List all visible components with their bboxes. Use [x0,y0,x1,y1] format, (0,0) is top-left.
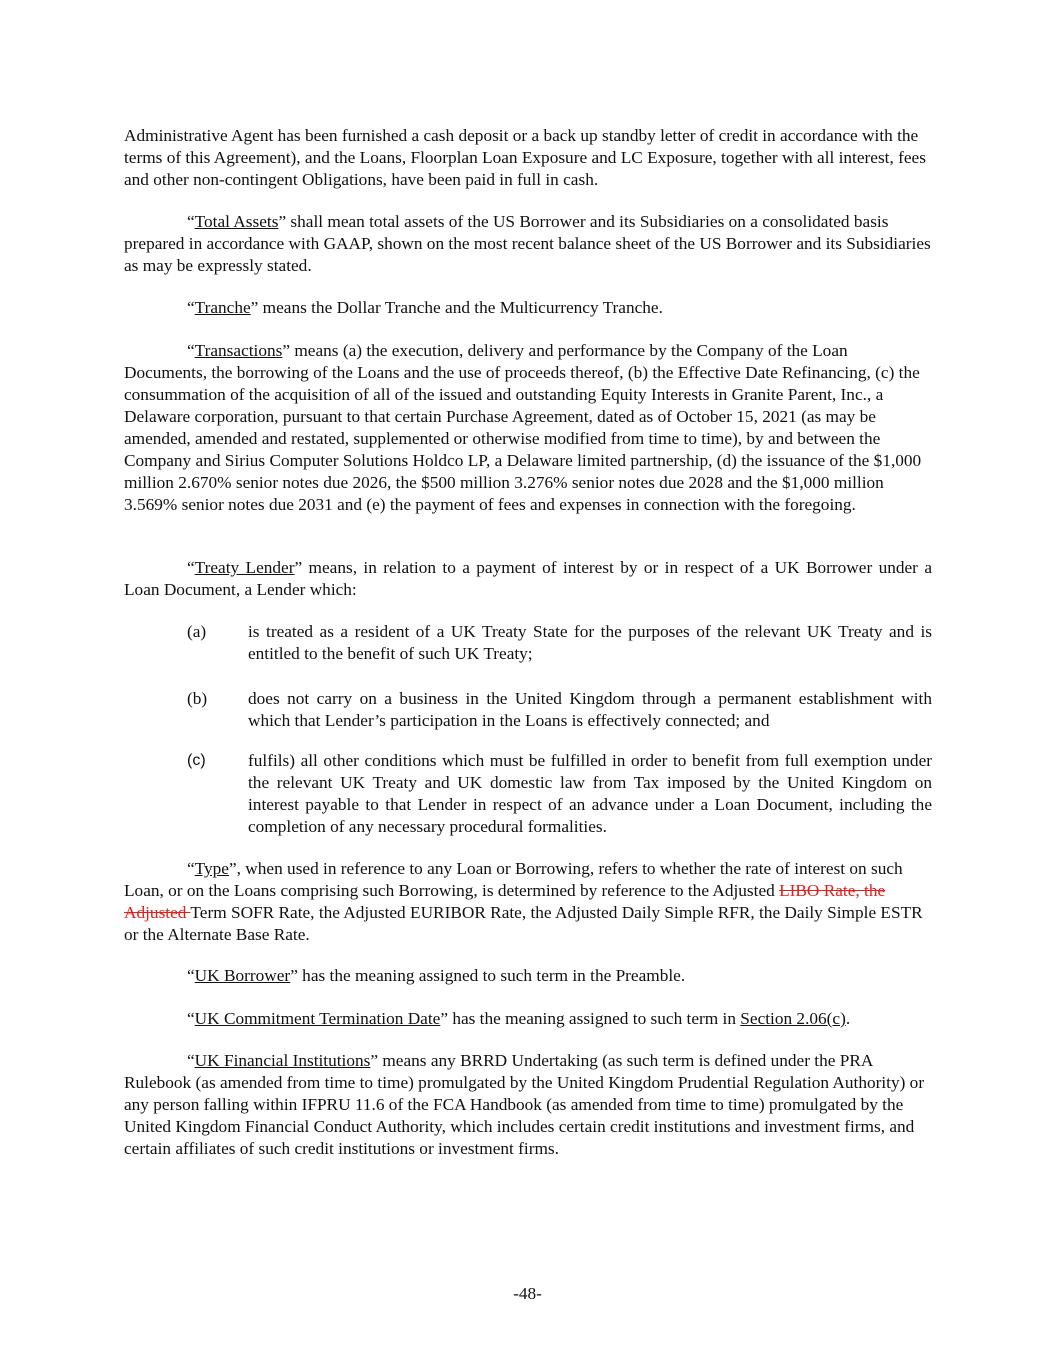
clause-text: does not carry on a business in the United Kingdom through a permanent establishment with which that Lender’s participation in the Loans is effectively connected; and [248,689,932,730]
definition-text: ”, when used in reference to any Loan or Borrowing, refers to whether the rate of interest on such Loan, or on the Loans comprising such Borrowing, is determined by reference to the Adjusted [124,859,903,900]
definition-uk-borrower [124,965,932,987]
definition-text: ” means (a) the execution, delivery and performance by the Company of the Loan Documents, the borrowing of the Loans and the use of proceeds thereof, (b) the Effective Date Refinancing, (c) the consummation of the acquisition of all of the issued and outstanding Equity Interests in Granite Parent, Inc., a Delaware corporation, pursuant to that certain Purchase Agreement, dated as of October 15, 2021 (as may be amended, amended and restated, supplemented or otherwise modified from time to time), by and between the Company and Sirius Computer Solutions Holdco LP, a Delaware limited partnership, (d) the issuance of the $1,000 million 2.670% senior notes due 2026, the $500 million 3.276% senior notes due 2028 and the $1,000 million 3.569% senior notes due 2031 and (e) the payment of fees and expenses in connection with the foregoing. [124,341,922,514]
page-number: -48- [513,1284,542,1303]
open-quote: “ [187,212,195,231]
open-quote: “ [187,558,195,577]
clause-c [187,750,932,838]
definition-text: ” shall mean total assets of the US Borrower and its Subsidiaries on a consolidated basis prepared in accordance with GAAP, shown on the most recent balance sheet of the US Borrower and its Subsidiaries as may be expressly stated. [124,212,931,275]
defined-term: UK Financial Institutions [194,1051,371,1070]
clause-b [187,688,932,732]
paragraph-continuation: Administrative Agent has been furnished a cash deposit or a back up standby letter of credit in accordance with the terms of this Agreement), and the Loans, Floorplan Loan Exposure and LC Exposure, together with all interest, fees and other non-contingent Obligations, have been paid in full in cash. [124,126,926,189]
definition-end: . [845,1009,851,1028]
definition-text: ” means any BRRD Undertaking (as such term is defined under the PRA Rulebook (as amended from time to time) promulgated by the United Kingdom Prudential Regulation Authority) or any person falling within IFPRU 11.6 of the FCA Handbook (as amended from time to time) promulgated by the United Kingdom Financial Conduct Authority, which includes certain credit institutions and investment firms, and certain affiliates of such credit institutions or investment firms. [124,1051,925,1158]
definition-uk-commitment-termination-date [124,1008,932,1030]
section-reference: Section 2.06(c) [740,1009,846,1028]
definition-total-assets [124,211,932,277]
clause-text: is treated as a resident of a UK Treaty State for the purposes of the relevant UK Treaty and is entitled to the benefit of such UK Treaty; [248,622,932,663]
deleted-text: LIBO Rate, the Adjusted [124,881,886,922]
definition-transactions [124,340,932,516]
definition-uk-financial-institutions [124,1050,932,1160]
definition-text: ” has the meaning assigned to such term in [440,1009,741,1028]
defined-term: UK Borrower [194,966,291,985]
defined-term: Transactions [194,341,283,360]
defined-term: Total Assets [194,212,279,231]
definition-text: ” has the meaning assigned to such term in the Preamble. [290,966,686,985]
open-quote: “ [187,298,195,317]
defined-term: Tranche [194,298,251,317]
definition-text: ” means the Dollar Tranche and the Multicurrency Tranche. [250,298,663,317]
clause-a [187,621,932,665]
definition-text-continued: Term SOFR Rate, the Adjusted EURIBOR Rate, the Adjusted Daily Simple RFR, the Daily Simple ESTR or the Alternate Base Rate. [124,903,923,944]
defined-term: Treaty Lender [194,558,295,577]
definition-treaty-lender [124,557,932,601]
open-quote: “ [187,859,195,878]
clause-label: (c) [187,752,206,769]
clause-text: fulfils) all other conditions which must be fulfilled in order to benefit from full exemption under the relevant UK Treaty and UK domestic law from Tax imposed by the United Kingdom on interest payable to that Lender in respect of an advance under a Loan Document, including the completion of any necessary procedural formalities. [248,751,932,836]
clause-label: (b) [187,689,208,708]
clause-label: (a) [187,622,207,641]
open-quote: “ [187,1009,195,1028]
open-quote: “ [187,341,195,360]
open-quote: “ [187,1051,195,1070]
defined-term: UK Commitment Termination Date [194,1009,441,1028]
defined-term: Type [194,859,229,878]
definition-tranche [124,297,932,319]
definition-type [124,858,932,946]
definition-text: ” means, in relation to a payment of interest by or in respect of a UK Borrower under a Loan Document, a Lender which: [124,558,932,599]
open-quote: “ [187,966,195,985]
